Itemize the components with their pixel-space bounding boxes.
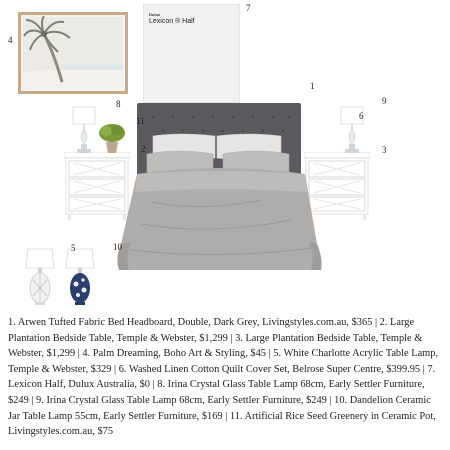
white-acrylic-lamp [24,248,56,306]
marker-5: 5 [71,243,76,253]
swatch-brand: Dulux [149,12,161,17]
dandelion-jar-lamp [64,248,96,306]
swatch-color-name: Lexicon ® Half [149,18,195,25]
marker-9: 9 [382,96,387,106]
paint-swatch [143,4,240,103]
marker-11: 11 [136,116,145,126]
palm-artwork [18,12,128,94]
marker-2: 2 [141,144,146,154]
marker-10: 10 [113,242,122,252]
product-list-caption: 1. Arwen Tufted Fabric Bed Headboard, Double, Dark Grey, Livingstyles.com.au, $365 | 2. Large Plantation Bedside Table, Temple & Webster, $1,299 | 3. Large Plantation Bedside Table, Temple & Webster, $1,299 | 4. Palm Dreaming, Boho Art & Styling, $45 | 5. White Charlotte Acrylic Table Lamp, Temple & Webster, $329 | 6. Washed Linen Cotton Quilt Cover Set, Belrose Super Centre, $399.95 | 7. Lexicon Half, Dulux Australia, $0 | 8. Irina Crystal Glass Table Lamp 68cm, Early Settler Furniture, $249 | 9. Irina Crystal Glass Table Lamp 68cm, Early Settler Furniture, $249 | 10. Dandelion Ceramic Jar Table Lamp 55cm, Early Settler Furniture, $169 | 11. Artificial Rice Seed Greenery in Ceramic Pot, Livingstyles.com.au, $75 [8,317,439,438]
crystal-lamp-left [70,106,98,154]
marker-1: 1 [310,81,315,91]
marker-6: 6 [359,111,364,121]
marker-7: 7 [246,3,251,13]
marker-3: 3 [382,145,387,155]
marker-4: 4 [8,35,13,45]
marker-8: 8 [116,99,121,109]
